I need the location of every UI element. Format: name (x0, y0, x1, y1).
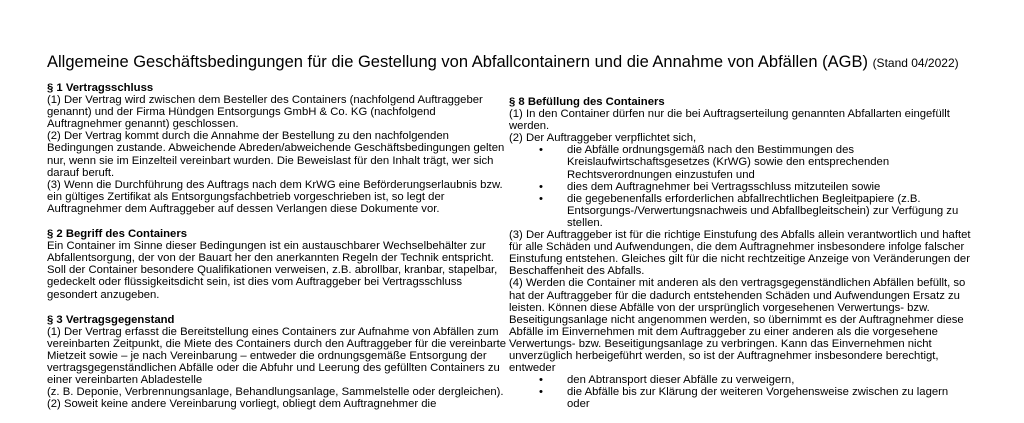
bullet-icon: • (539, 180, 543, 193)
section-1-para-3: (3) Wenn die Durchführung des Auftrags nach dem KrWG eine Beförderungserlaubnis bzw. ein gültiges Zertifikat als Entsorgungsfachbetrieb vorgeschrieben ist, so legt der Auftragnehmer dem Auftraggeber auf dessen Verlangen diese Dokumente vor. (47, 178, 503, 215)
document-title-main: Allgemeine Geschäftsbedingungen für die Gestellung von Abfallcontainern und die Annahme von Abfällen (AGB) (47, 53, 868, 71)
list-item (509, 181, 971, 193)
section-3-para-2: (z. B. Deponie, Verbrennungsanlage, Behandlungsanlage, Sammelstelle oder dergleichen). (47, 386, 504, 399)
section-2-para-1: Ein Container im Sinne dieser Bedingungen ist ein austauschbarer Wechselbehälter zur Abfallentsorgung, der von der Bauart her den anerkannten Regeln der Technik entspricht. Soll der Container besondere Qualifikationen verweisen, z.B. abrollbar, kranbar, stapelbar, gedeckelt oder flüssigkeitsdicht sein, ist dies vom Auftraggeber bei Vertragsschluss gesondert anzugeben. (47, 240, 498, 301)
section-8-para-1: (1) In den Container dürfen nur die bei Auftragserteilung genannten Abfallarten eingefüllt werden. (509, 108, 950, 133)
list-item-text: die Abfälle ordnungsgemäß nach den Bestimmungen des Kreislaufwirtschaftsgesetzes (KrWG) sowie den entsprechenden Rechtsverordnungen einzustufen und (567, 144, 890, 181)
section-8-bullet-list-b (509, 374, 971, 410)
left-column (47, 82, 507, 423)
section-3-para-3: (2) Soweit keine andere Vereinbarung vorliegt, obliegt dem Auftragnehmer die (47, 398, 437, 411)
bullet-icon: • (539, 374, 543, 387)
section-8 (509, 96, 971, 410)
section-3-heading: § 3 Vertragsgegenstand (47, 313, 175, 326)
list-item (509, 386, 971, 410)
section-3-para-1: (1) Der Vertrag erfasst die Bereitstellung eines Containers zur Aufnahme von Abfällen zum vereinbarten Zeitpunkt, die Miete des Containers durch den Auftraggeber für die vereinbarte Mietzeit sowie – je nach Vereinbarung – entweder die ordnungsgemäße Entsorgung der vertragsgegenständlichen Abfälle oder die Abfuhr und Leerung des gefüllten Containers zu einer vereinbarten Abladestelle (47, 325, 507, 387)
bullet-icon: • (539, 386, 543, 399)
list-item-text: die Abfälle bis zur Klärung der weiteren Vorgehensweise zwischen zu lagern oder (567, 386, 949, 411)
section-8-para-2: (2) Der Auftraggeber verpflichtet sich, (509, 132, 697, 145)
document-stand: (Stand 04/2022) (872, 56, 959, 70)
list-item-text: dies dem Auftragnehmer bei Vertragsschluss mitzuteilen sowie (567, 180, 881, 193)
section-1-para-1: (1) Der Vertrag wird zwischen dem Besteller des Containers (nachfolgend Auftraggeber genannt) und der Firma Hündgen Entsorgungs GmbH & Co. KG (nachfolgend Auftragnehmer genannt) geschlossen. (47, 94, 483, 131)
list-item (509, 374, 971, 386)
right-column (509, 96, 971, 423)
section-1-heading: § 1 Vertragsschluss (47, 82, 154, 94)
document-title (47, 52, 1007, 73)
section-8-para-4: (4) Werden die Container mit anderen als den vertragsgegenständlichen Abfällen befüllt, so hat der Auftraggeber für die dadurch entstehenden Schäden und Aufwendungen Ersatz zu leisten. Können diese Abfälle von der ursprünglich vorgesehenen Verwertungs- bzw. Beseitigungsanlage nicht angenommen werden, so übernimmt es der Auftragnehmer diese Abfälle im Einvernehmen mit dem Auftraggeber zu einer anderen als die vorgesehene Verwertungs- bzw. Beseitigungsanlage zu verbringen. Kann das Einvernehmen nicht unverzüglich herbeigeführt werden, so ist der Auftragnehmer insbesondere berechtigt, entweder (509, 277, 966, 375)
section-3 (47, 314, 507, 411)
section-2-heading: § 2 Begriff des Containers (47, 228, 187, 241)
section-1 (47, 82, 507, 215)
section-8-bullet-list-a (509, 144, 971, 229)
section-8-heading: § 8 Befüllung des Containers (509, 96, 665, 108)
bullet-icon: • (539, 144, 543, 157)
section-2 (47, 228, 507, 301)
section-8-para-3: (3) Der Auftraggeber ist für die richtige Einstufung des Abfalls allein verantwortlich und haftet für alle Schäden und Aufwendungen, die dem Auftragnehmer insbesondere infolge falscher Einstufung entstehen. Gleiches gilt für die nicht rechtzeitige Anzeige von Veränderungen der Beschaffenheit des Abfalls. (509, 229, 971, 278)
list-item-text: die gegebenenfalls erforderlichen abfallrechtlichen Begleitpapiere (z.B. Entsorgungs-/Verwertungsnachweis und Abfallbegleitschein) zur Verfügung zu stellen. (567, 192, 959, 229)
list-item (509, 144, 971, 180)
section-1-para-2: (2) Der Vertrag kommt durch die Annahme der Bestellung zu den nachfolgenden Bedingungen zustande. Abweichende Abreden/abweichende Geschäftsbedingungen gelten nur, wenn sie im Einzelteil vereinbart wurden. Die Beweislast für den Inhalt trägt, wer sich darauf beruft. (47, 130, 505, 179)
list-item (509, 193, 971, 229)
list-item-text: den Abtransport dieser Abfälle zu verweigern, (567, 374, 795, 387)
bullet-icon: • (539, 192, 543, 205)
